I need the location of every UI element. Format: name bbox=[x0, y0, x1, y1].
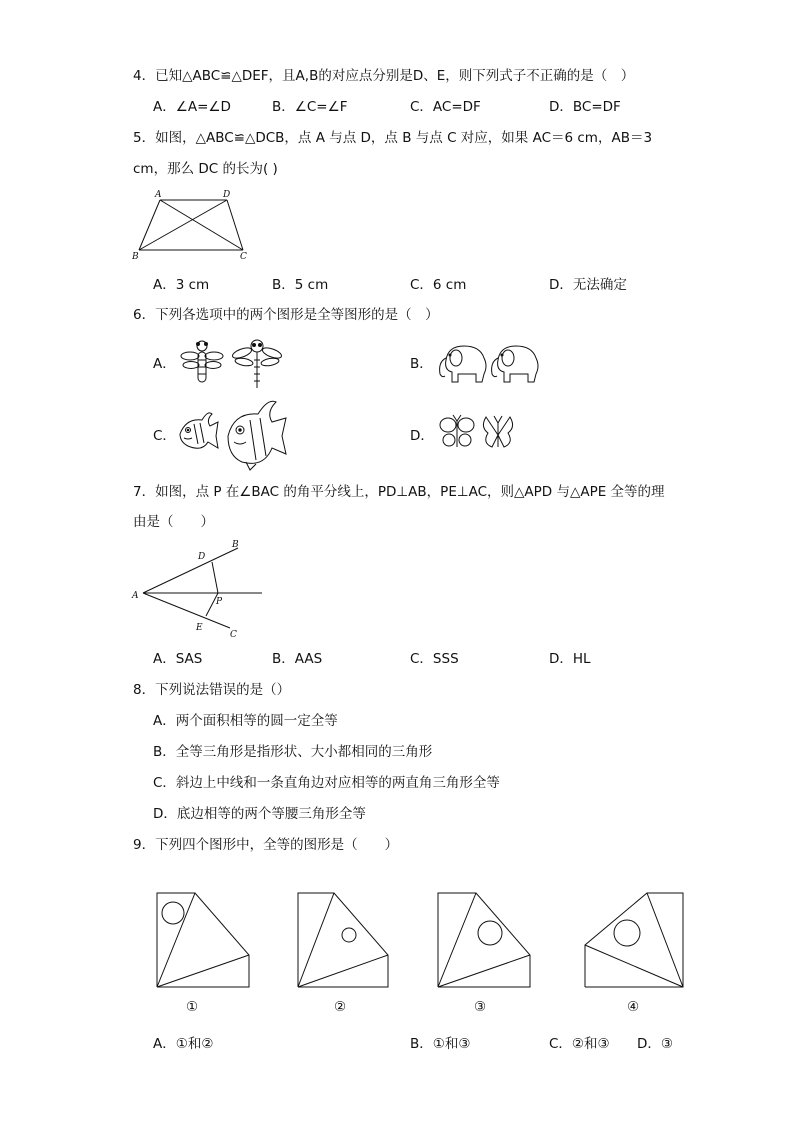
q7-option-d: D．HL bbox=[549, 651, 591, 667]
q4-option-c: C．AC=DF bbox=[410, 99, 481, 115]
q5-option-a: A．3 cm bbox=[153, 277, 210, 293]
q8-stem: 8．下列说法错误的是（） bbox=[133, 682, 291, 698]
q7-stem-line2: 由是（ ） bbox=[133, 514, 214, 530]
q9-figure-3 bbox=[436, 891, 536, 991]
q9-figure-label-4: ④ bbox=[627, 999, 640, 1015]
q6-option-d: D． bbox=[410, 428, 434, 444]
q9-option-c: C．②和③ bbox=[549, 1036, 610, 1052]
q9-stem: 9．下列四个图形中，全等的图形是（ ） bbox=[133, 837, 399, 853]
q6-stem: 6．下列各选项中的两个图形是全等图形的是（ ） bbox=[133, 307, 439, 323]
q9-option-b: B．①和③ bbox=[410, 1036, 471, 1052]
q9-figure-label-2: ② bbox=[334, 999, 347, 1015]
q5-label-a: A bbox=[155, 190, 162, 200]
q7-stem-line1: 7．如图，点 P 在∠BAC 的角平分线上，PD⊥AB，PE⊥AC，则△APD 与△APE 全等的理 bbox=[133, 484, 665, 500]
q5-option-c: C．6 cm bbox=[410, 277, 467, 293]
q4-option-b: B．∠C=∠F bbox=[272, 99, 348, 115]
q7-label-a: A bbox=[132, 591, 139, 601]
q5-option-b: B．5 cm bbox=[272, 277, 329, 293]
q9-figure-4 bbox=[583, 891, 687, 991]
q4-option-a: A．∠A=∠D bbox=[153, 99, 231, 115]
q9-figure-2 bbox=[296, 891, 396, 991]
q5-stem-line2: cm，那么 DC 的长为( ) bbox=[133, 161, 278, 177]
q9-option-a: A．①和② bbox=[153, 1036, 214, 1052]
q7-label-c: C bbox=[230, 630, 237, 640]
q6-option-b: B． bbox=[410, 356, 433, 372]
q5-stem-line1: 5．如图，△ABC≌△DCB，点 A 与点 D，点 B 与点 C 对应，如果 AC＝6 cm，AB＝3 bbox=[133, 130, 653, 146]
q9-figure-label-1: ① bbox=[186, 999, 199, 1015]
q6-option-a: A． bbox=[153, 356, 176, 372]
q9-option-d: D．③ bbox=[637, 1036, 673, 1052]
q7-label-b: B bbox=[232, 540, 239, 550]
q5-label-b: B bbox=[132, 252, 139, 262]
q4-option-d: D．BC=DF bbox=[549, 99, 621, 115]
dragonfly-pair-icon bbox=[178, 336, 288, 388]
q7-label-d: D bbox=[198, 552, 206, 562]
q8-option-a: A．两个面积相等的圆一定全等 bbox=[153, 713, 338, 729]
elephant-pair-icon bbox=[436, 340, 552, 384]
q8-option-b: B．全等三角形是指形状、大小都相同的三角形 bbox=[153, 744, 433, 760]
q4-stem: 4．已知△ABC≌△DEF，且A,B的对应点分别是D、E，则下列式子不正确的是（ ） bbox=[133, 68, 635, 84]
q8-option-d: D．底边相等的两个等腰三角形全等 bbox=[153, 806, 366, 822]
q7-angle-bisector-figure bbox=[130, 538, 270, 642]
q5-option-d: D．无法确定 bbox=[549, 277, 627, 293]
q5-label-d: D bbox=[223, 190, 231, 200]
q7-label-e: E bbox=[196, 623, 203, 633]
q7-option-c: C．SSS bbox=[410, 651, 459, 667]
q9-figure-1 bbox=[155, 891, 255, 991]
q7-label-p: P bbox=[216, 597, 223, 607]
q8-option-c: C．斜边上中线和一条直角边对应相等的两直角三角形全等 bbox=[153, 775, 500, 791]
q7-option-b: B．AAS bbox=[272, 651, 323, 667]
q9-figure-label-3: ③ bbox=[474, 999, 487, 1015]
q5-trapezoid-figure bbox=[130, 188, 260, 264]
q6-option-c: C． bbox=[153, 428, 176, 444]
butterfly-pair-icon bbox=[436, 413, 520, 453]
q5-label-c: C bbox=[240, 252, 247, 262]
fish-pair-icon bbox=[176, 396, 288, 472]
q7-option-a: A．SAS bbox=[153, 651, 203, 667]
